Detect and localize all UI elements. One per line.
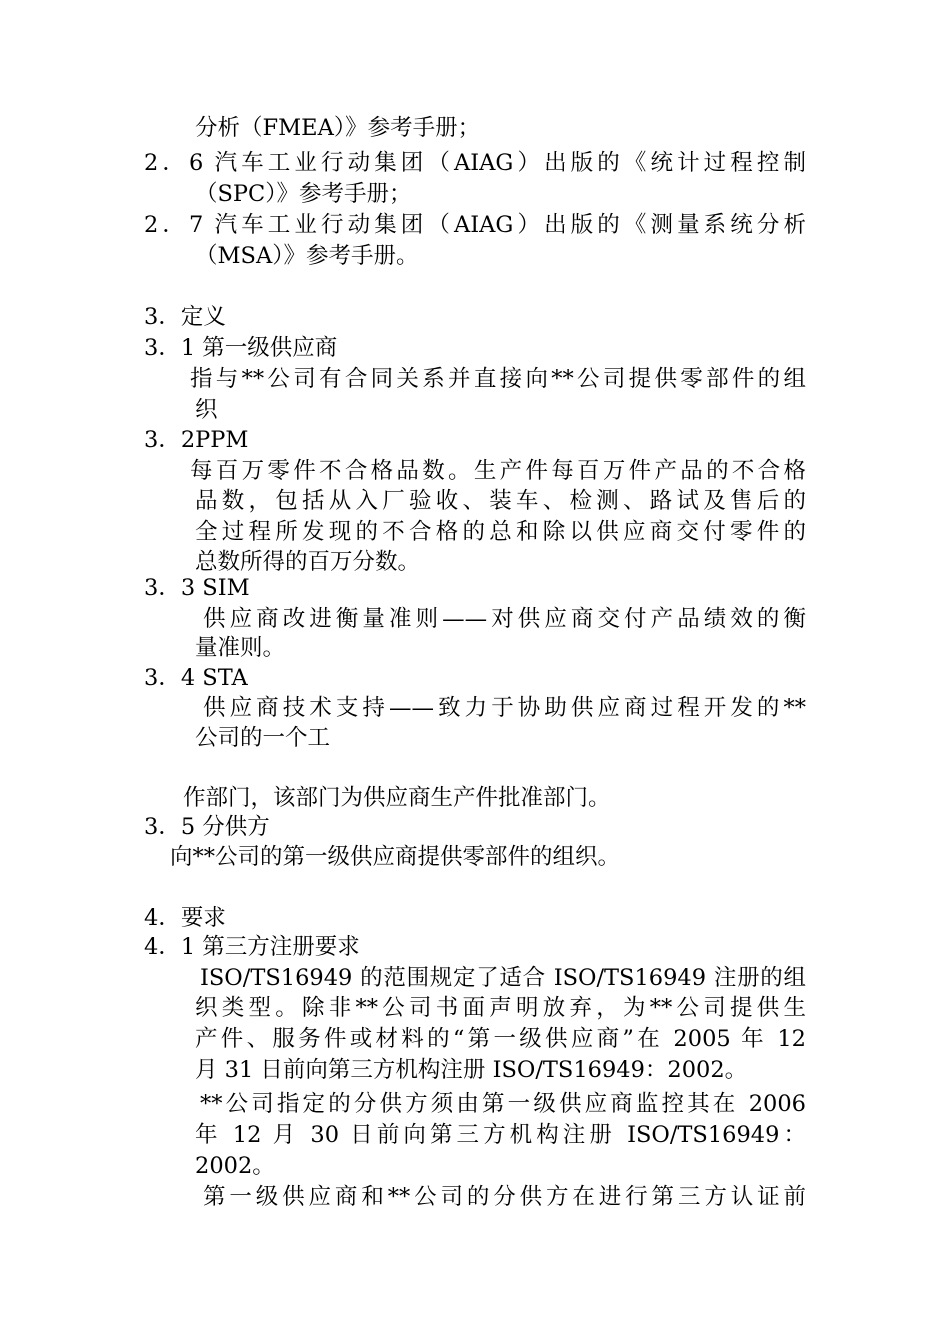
section-heading-3-1: 3．1 第一级供应商 xyxy=(144,335,338,361)
paragraph-line: 织 xyxy=(195,397,218,423)
paragraph-line: ISO/TS16949 的范围规定了适合 ISO/TS16949 注册的组 xyxy=(200,965,806,991)
paragraph-line: 全过程所发现的不合格的总和除以供应商交付零件的 xyxy=(195,519,806,545)
paragraph-line: 2002。 xyxy=(195,1153,275,1179)
section-heading-3-4: 3．4 STA xyxy=(144,665,248,691)
text-line: （SPC）》参考手册； xyxy=(195,181,412,207)
paragraph-line: 品数，包括从入厂验收、装车、检测、路试及售后的 xyxy=(195,488,806,514)
section-heading-3-3: 3．3 SIM xyxy=(144,575,250,601)
paragraph-line: 每百万零件不合格品数。生产件每百万件产品的不合格 xyxy=(190,458,806,484)
section-heading-4-1: 4．1 第三方注册要求 xyxy=(144,934,360,960)
section-heading-3-2: 3．2PPM xyxy=(144,427,249,453)
paragraph-line: 作部门，该部门为供应商生产件批准部门。 xyxy=(183,785,611,811)
section-heading-4: 4．要求 xyxy=(144,905,226,931)
paragraph-line: 第一级供应商和**公司的分供方在进行第三方认证前 xyxy=(203,1184,806,1210)
paragraph-line: 年 12 月 30 日前向第三方机构注册 ISO/TS16949： xyxy=(195,1122,806,1148)
paragraph-line: 织类型。除非**公司书面声明放弃，为**公司提供生 xyxy=(195,995,806,1021)
text-line: 分析（FMEA）》参考手册； xyxy=(195,115,481,141)
text-line: （MSA）》参考手册。 xyxy=(195,243,419,269)
paragraph-line: 量准则。 xyxy=(195,635,286,661)
paragraph-line: 总数所得的百万分数。 xyxy=(195,549,421,575)
section-heading-3-5: 3．5 分供方 xyxy=(144,814,270,840)
paragraph-line: 供应商技术支持——致力于协助供应商过程开发的** xyxy=(203,695,806,721)
section-heading-3: 3．定义 xyxy=(144,304,226,330)
paragraph-line: 供应商改进衡量准则——对供应商交付产品绩效的衡 xyxy=(203,606,806,632)
paragraph-line: **公司指定的分供方须由第一级供应商监控其在 2006 xyxy=(200,1091,806,1117)
paragraph-line: 月 31 日前向第三方机构注册 ISO/TS16949：2002。 xyxy=(195,1057,748,1083)
paragraph-line: 公司的一个工 xyxy=(195,725,331,751)
paragraph-line: 产件、服务件或材料的“第一级供应商”在 2005 年 12 xyxy=(195,1026,806,1052)
section-heading-2-7: 2．7 汽车工业行动集团（AIAG）出版的《测量系统分析 xyxy=(144,212,806,238)
paragraph-line: 向**公司的第一级供应商提供零部件的组织。 xyxy=(170,844,621,870)
paragraph-line: 指与**公司有合同关系并直接向**公司提供零部件的组 xyxy=(190,366,806,392)
section-heading-2-6: 2．6 汽车工业行动集团（AIAG）出版的《统计过程控制 xyxy=(144,150,806,176)
